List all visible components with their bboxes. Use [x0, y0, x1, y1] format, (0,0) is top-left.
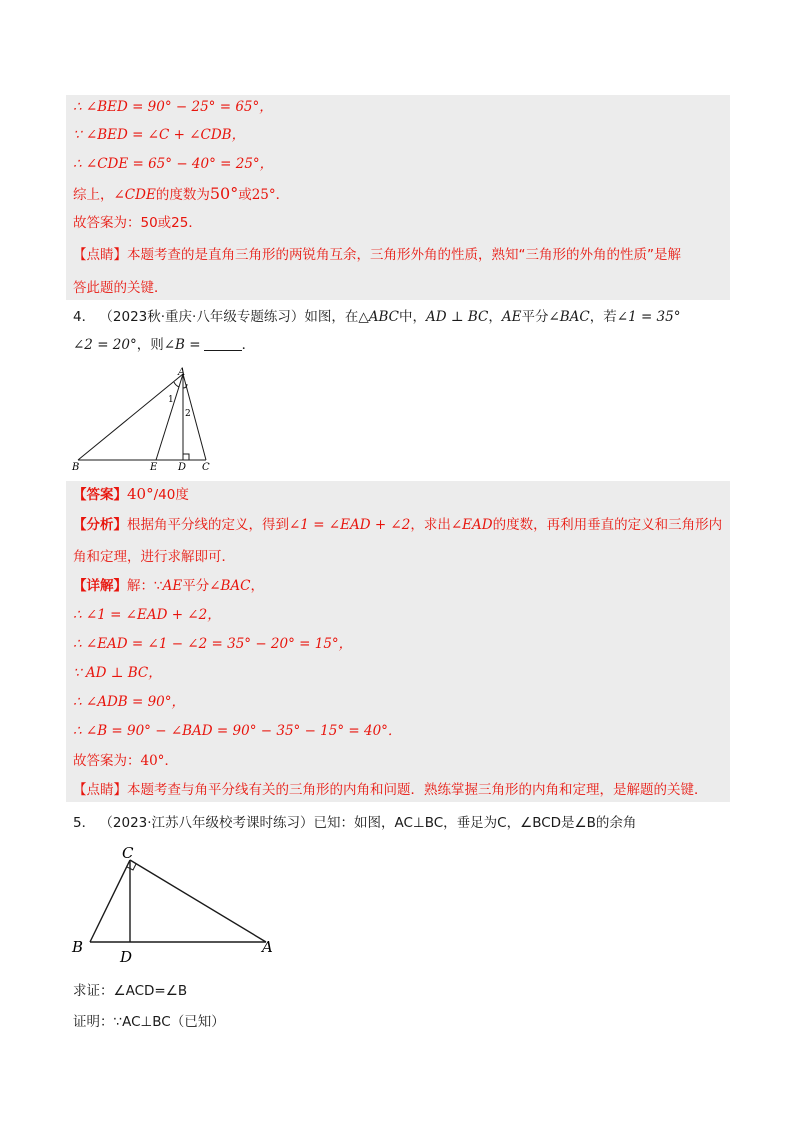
analysis-text-1: 根据角平分线的定义，得到 — [127, 517, 289, 533]
q4-condition-ad-bc: AD ⊥ BC — [425, 309, 489, 325]
detail-bac: ∠BAC — [209, 578, 251, 594]
prev-step-1: ∴ ∠BED = 90° − 25° = 65°， — [73, 99, 273, 115]
q4-step-1: ∴ ∠1 = ∠EAD + ∠2， — [73, 607, 221, 623]
prev-answer: 故答案为：50或25． — [73, 215, 202, 231]
q4-line-1 — [73, 308, 681, 326]
q5-proof-start: 证明：∵AC⊥BC（已知） — [73, 1014, 225, 1030]
q4-line-2 — [73, 336, 255, 354]
summary-mid: 的度数为 — [155, 187, 210, 203]
label-e: E — [150, 462, 158, 473]
q4-step-3: ∵ AD ⊥ BC， — [73, 665, 162, 681]
q4-angle-1: ∠1 = 35° — [616, 309, 681, 325]
detail-tag: 【详解】 — [73, 578, 127, 594]
label-d: D — [178, 462, 187, 473]
q4-answer-blank — [204, 338, 242, 351]
segment-ca — [130, 860, 266, 942]
final-prefix: 故答案为： — [73, 753, 141, 769]
detail-ae: AE — [162, 578, 183, 594]
q5-figure — [66, 842, 286, 970]
q4-step-4: ∴ ∠ADB = 90°， — [73, 694, 186, 710]
q4-source: （2023秋·重庆·八年级专题练习）如图，在 — [99, 309, 359, 325]
q4-pingfen: 平分 — [521, 309, 549, 325]
analysis-text-3: 的度数，再利用垂直的定义和三角形内 — [492, 517, 723, 533]
prev-step-4 — [73, 185, 289, 204]
label-d: D — [120, 948, 133, 966]
q4-detail-line — [73, 577, 264, 595]
summary-angle: ∠CDE — [113, 187, 156, 203]
label-2: 2 — [185, 409, 191, 419]
detail-pingfen: 平分 — [182, 578, 210, 594]
q4-number: 4． — [73, 309, 96, 325]
answer-value: 40° — [127, 485, 154, 503]
answer-tag: 【答案】 — [73, 487, 127, 503]
prev-step-2: ∵ ∠BED = ∠C + ∠CDB， — [73, 127, 246, 143]
q4-zhong: 中， — [398, 309, 426, 325]
label-b: B — [72, 462, 80, 473]
prev-comment-line-1: 【点睛】本题考查的是直角三角形的两锐角互余，三角形外角的性质，熟知“三角形的外角的性质”是解 — [73, 247, 681, 263]
right-angle-mark — [183, 454, 189, 460]
analysis-tag: 【分析】 — [73, 517, 127, 533]
q4-analysis-line-2: 角和定理，进行求解即可． — [73, 549, 235, 565]
label-c: C — [122, 844, 134, 862]
q4-bac: ∠BAC — [548, 309, 590, 325]
q5-number: 5． — [73, 815, 96, 831]
q4-final-answer — [73, 752, 178, 770]
q4-comma: ， — [488, 309, 502, 325]
q4-analysis-line-1 — [73, 516, 722, 534]
q4-ae: AE — [501, 309, 522, 325]
summary-value-2: 25° — [251, 187, 276, 203]
summary-value-1: 50° — [209, 184, 239, 203]
label-a: A — [262, 938, 273, 956]
prev-step-3: ∴ ∠CDE = 65° − 40° = 25°， — [73, 156, 274, 172]
label-1: 1 — [168, 395, 174, 405]
label-c: C — [202, 462, 210, 473]
q5-text: （2023·江苏八年级校考课时练习）已知：如图，AC⊥BC，垂足为C，∠BCD是∠B的余角 — [99, 815, 637, 831]
label-b: B — [72, 938, 84, 956]
q4-triangle: △ABC — [358, 309, 399, 325]
final-value: 40° — [140, 753, 165, 769]
segment-bc — [90, 860, 130, 942]
label-a: A — [178, 367, 186, 378]
q4-ruo: ，若 — [589, 309, 617, 325]
detail-text: 解：∵ — [127, 578, 163, 594]
segment-ab — [78, 374, 183, 460]
angle-1-arc — [174, 382, 179, 387]
q5-line-1 — [73, 814, 636, 832]
q4-ze: ，则 — [136, 337, 164, 353]
analysis-math-2: ∠EAD — [450, 517, 493, 533]
final-end: ． — [164, 753, 178, 769]
q4-angle-b: ∠B = — [163, 337, 201, 353]
answer-alt: /40度 — [153, 487, 189, 503]
analysis-text-2: ，求出 — [410, 517, 451, 533]
analysis-math-1: ∠1 = ∠EAD + ∠2 — [289, 517, 411, 533]
detail-end: ， — [250, 578, 265, 594]
q4-answer-line — [73, 485, 189, 504]
summary-or: 或 — [238, 187, 252, 203]
summary-end: ． — [275, 187, 290, 203]
q4-line-end: ． — [241, 337, 256, 353]
q4-step-2: ∴ ∠EAD = ∠1 − ∠2 = 35° − 20° = 15°， — [73, 636, 353, 652]
q4-angle-2: ∠2 = 20° — [73, 337, 137, 353]
prev-comment-line-2: 答此题的关键． — [73, 280, 168, 296]
q4-figure — [66, 366, 226, 478]
q5-prove: 求证：∠ACD=∠B — [73, 983, 188, 999]
summary-prefix: 综上， — [73, 187, 114, 203]
q4-step-5: ∴ ∠B = 90° − ∠BAD = 90° − 35° − 15° = 40°． — [73, 723, 402, 739]
q4-comment: 【点睛】本题考查与角平分线有关的三角形的内角和问题．熟练掌握三角形的内角和定理，是解题的关键． — [73, 782, 708, 798]
